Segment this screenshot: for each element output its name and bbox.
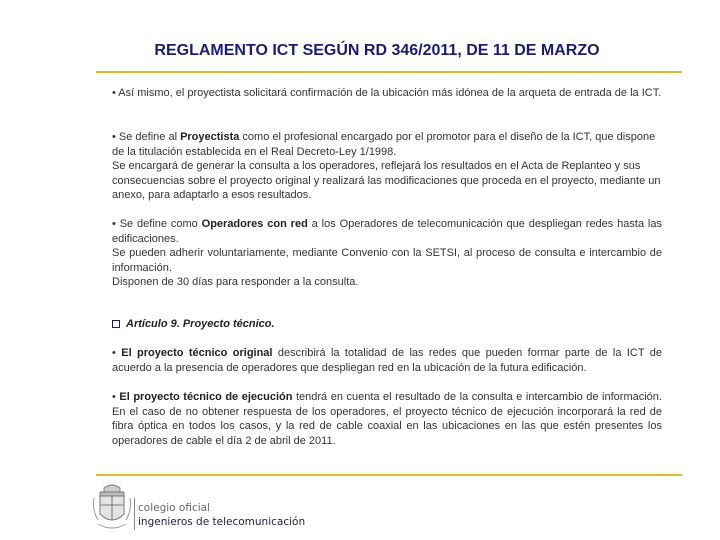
term-proyecto-ejecucion: El proyecto técnico de ejecución: [119, 391, 293, 403]
checkbox-bullet-icon: [112, 320, 120, 328]
bottom-divider: [96, 474, 682, 476]
logo-divider: [134, 498, 135, 530]
paragraph-line: Se pueden adherir voluntariamente, mediante Convenio con la SETSI, al proceso de consulta e intercambio de información.: [112, 247, 662, 274]
article-heading: [112, 318, 275, 330]
paragraph-lead: •: [112, 391, 120, 403]
paragraph-rest: describirá la totalidad de las redes que pueden formar parte de la ICT de acuerdo a la presencia de operadores que despliegan red en la ubicación de la futura edificación.: [112, 347, 662, 374]
paragraph-lead: • Se define como: [112, 218, 202, 230]
page-title: REGLAMENTO ICT SEGÚN RD 346/2011, DE 11 DE MARZO: [154, 42, 600, 59]
paragraph-operadores: [112, 217, 662, 290]
term-proyectista: Proyectista: [180, 131, 240, 143]
paragraph-proyecto-ejecucion: [112, 390, 662, 448]
paragraph-arqueta: [112, 86, 662, 101]
paragraph-proyecto-original: [112, 346, 662, 375]
term-proyecto-original: El proyecto técnico original: [121, 347, 273, 359]
paragraph-rest: a los Operadores de telecomunicación que despliegan redes hasta las edificaciones.: [112, 218, 662, 245]
article-heading-text: Artículo 9. Proyecto técnico.: [126, 318, 275, 330]
paragraph-line: Disponen de 30 días para responder a la consulta.: [112, 276, 359, 288]
paragraph-lead: • Se define al: [112, 131, 181, 143]
paragraph-text: • Así mismo, el proyectista solicitará confirmación de la ubicación más idónea de la arqueta de entrada de la ICT.: [112, 87, 662, 99]
paragraph-lead: •: [112, 347, 122, 359]
logo-line-1: colegio oficial: [138, 502, 210, 514]
paragraph-rest: tendrá en cuenta el resultado de la consulta e intercambio de información. En el caso de no obtener respuesta de los operadores, el proyecto técnico de ejecución incorporará la red de fibra óptica en todos los casos, y la red de cable coaxial en las ubicaciones en las que estén presentes los operadores de cable el día 2 de abril de 2011.: [112, 391, 662, 447]
logo-line-2: ingenieros de telecomunicación: [138, 516, 306, 528]
paragraph-proyectista: [112, 130, 662, 203]
term-operadores: Operadores con red: [201, 218, 308, 230]
top-divider: [96, 71, 682, 73]
paragraph-line: Se encargará de generar la consulta a los operadores, reflejará los resultados en el Acta de Replanteo y sus consecuencias sobre el proyecto original y realizará las modificaciones que proceda en el proyecto, mediante un anexo, para adaptarlo a esos resultados.: [112, 160, 661, 201]
paragraph-rest: como el profesional encargado por el promotor para el diseño de la ICT, que dispone de la titulación establecida en el Real Decreto-Ley 1/1998.: [112, 131, 656, 158]
